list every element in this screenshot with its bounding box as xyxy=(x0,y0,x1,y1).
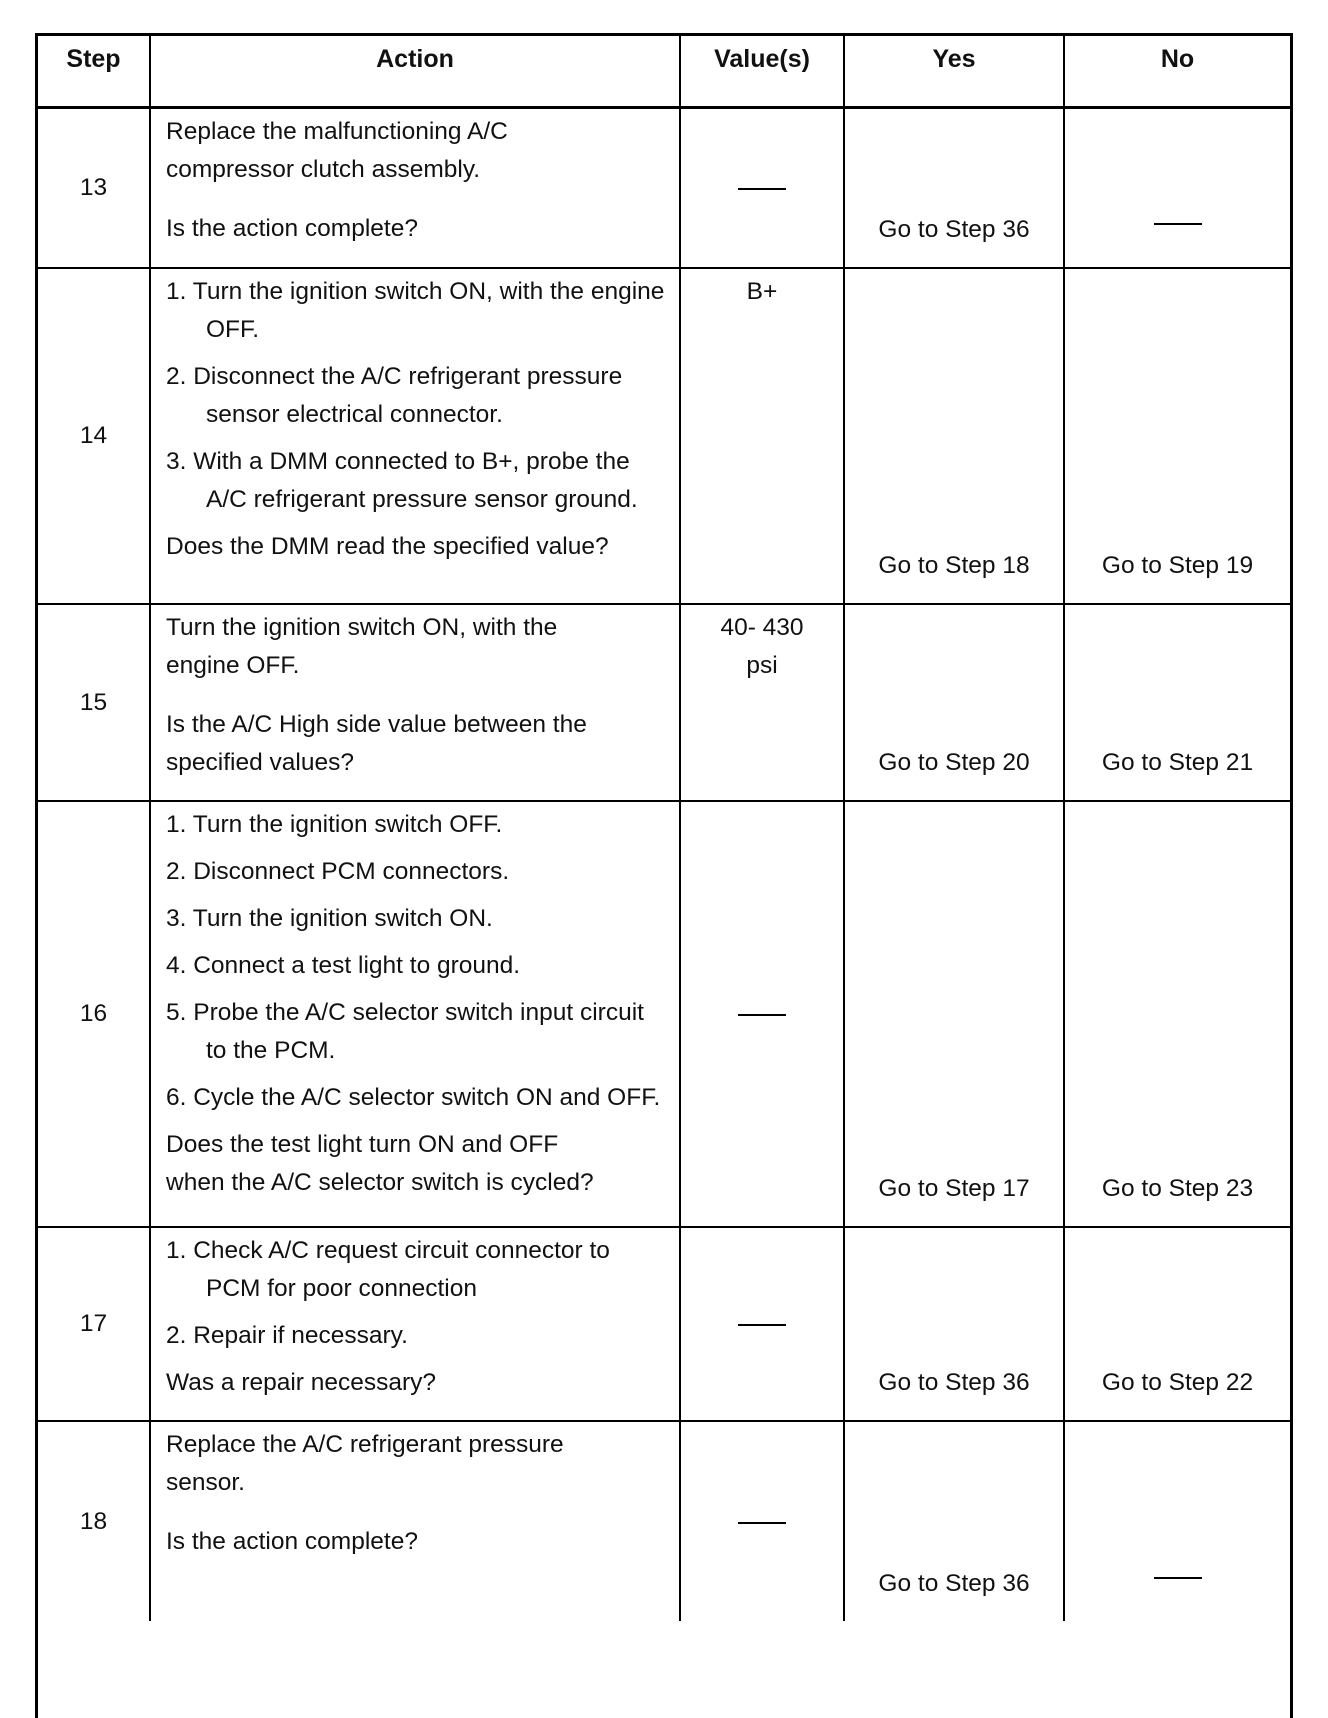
action-line: Replace the malfunctioning A/C xyxy=(166,117,508,145)
action-line: compressor clutch assembly. xyxy=(166,155,481,183)
action-line: engine OFF. xyxy=(166,652,300,679)
action-item: 6. Cycle the A/C selector switch ON and OFF. xyxy=(166,1084,661,1111)
action-question: Does the test light turn ON and OFF xyxy=(166,1131,559,1158)
action-cell xyxy=(150,268,680,604)
action-cell xyxy=(150,1421,680,1621)
action-cell xyxy=(150,107,680,268)
header-step: Step xyxy=(38,36,150,107)
action-item: 3. With a DMM connected to B+, probe the A/C refrigerant pressure sensor ground. xyxy=(166,448,638,513)
action-item: 1. Turn the ignition switch OFF. xyxy=(166,811,503,838)
header-yes: Yes xyxy=(844,36,1064,107)
value-cell xyxy=(680,107,844,268)
action-item: 3. Turn the ignition switch ON. xyxy=(166,905,493,932)
step-number: 15 xyxy=(38,604,150,801)
action-item: 4. Connect a test light to ground. xyxy=(166,952,521,979)
yes-cell: Go to Step 36 xyxy=(844,1421,1064,1621)
value-dash xyxy=(738,1522,786,1524)
action-cell xyxy=(150,801,680,1227)
action-item: 1. Check A/C request circuit connector to PCM for poor connection xyxy=(166,1237,610,1302)
yes-cell: Go to Step 36 xyxy=(844,1227,1064,1421)
action-question: Was a repair necessary? xyxy=(166,1369,437,1396)
diagnostic-table xyxy=(38,36,1290,1621)
yes-cell: Go to Step 36 xyxy=(844,107,1064,268)
table-row-step-15 xyxy=(38,604,1290,801)
value-dash xyxy=(738,1324,786,1326)
header-action: Action xyxy=(150,36,680,107)
action-item: 1. Turn the ignition switch ON, with the engine OFF. xyxy=(166,278,665,343)
value-dash xyxy=(738,188,786,190)
action-question: Is the A/C High side value between the xyxy=(166,711,587,738)
action-question: Is the action complete? xyxy=(166,214,418,242)
action-line: Replace the A/C refrigerant pressure xyxy=(166,1431,564,1458)
no-cell: Go to Step 21 xyxy=(1064,604,1290,801)
no-cell xyxy=(1064,107,1290,268)
action-line: Turn the ignition switch ON, with the xyxy=(166,614,558,641)
value-dash xyxy=(738,1014,786,1016)
table-row-step-16 xyxy=(38,801,1290,1227)
action-question: Is the action complete? xyxy=(166,1528,418,1555)
no-dash xyxy=(1154,1577,1202,1579)
step-number: 16 xyxy=(38,801,150,1227)
no-cell: Go to Step 19 xyxy=(1064,268,1290,604)
value-cell: B+ xyxy=(680,268,844,604)
action-cell xyxy=(150,1227,680,1421)
action-question: Does the DMM read the specified value? xyxy=(166,533,609,560)
action-item: 5. Probe the A/C selector switch input circuit to the PCM. xyxy=(166,999,644,1064)
action-cell xyxy=(150,604,680,801)
action-question: specified values? xyxy=(166,749,354,776)
value-cell xyxy=(680,1227,844,1421)
yes-cell: Go to Step 20 xyxy=(844,604,1064,801)
value-line: psi xyxy=(746,652,778,679)
header-row xyxy=(38,36,1290,107)
value-cell xyxy=(680,801,844,1227)
value-line: 40- 430 xyxy=(720,614,804,641)
action-item: 2. Disconnect PCM connectors. xyxy=(166,858,510,885)
table-row-step-14 xyxy=(38,268,1290,604)
action-line: sensor. xyxy=(166,1469,245,1496)
diagnostic-table-frame xyxy=(35,33,1293,1718)
value-cell xyxy=(680,604,844,801)
step-number: 18 xyxy=(79,1507,108,1535)
value-cell xyxy=(680,1421,844,1621)
no-cell: Go to Step 22 xyxy=(1064,1227,1290,1421)
table-row-step-17 xyxy=(38,1227,1290,1421)
header-no: No xyxy=(1064,36,1290,107)
no-dash xyxy=(1154,223,1202,225)
action-item: 2. Repair if necessary. xyxy=(166,1322,408,1349)
step-number: 13 xyxy=(38,107,150,268)
action-question: when the A/C selector switch is cycled? xyxy=(166,1169,594,1196)
yes-cell: Go to Step 18 xyxy=(844,268,1064,604)
table-row-step-18 xyxy=(38,1421,1290,1621)
no-cell: Go to Step 23 xyxy=(1064,801,1290,1227)
step-number: 17 xyxy=(38,1227,150,1421)
step-number: 14 xyxy=(38,268,150,604)
yes-cell: Go to Step 17 xyxy=(844,801,1064,1227)
table-row-step-13 xyxy=(38,107,1290,268)
no-cell xyxy=(1064,1421,1290,1621)
action-item: 2. Disconnect the A/C refrigerant pressure sensor electrical connector. xyxy=(166,363,623,428)
header-values: Value(s) xyxy=(680,36,844,107)
